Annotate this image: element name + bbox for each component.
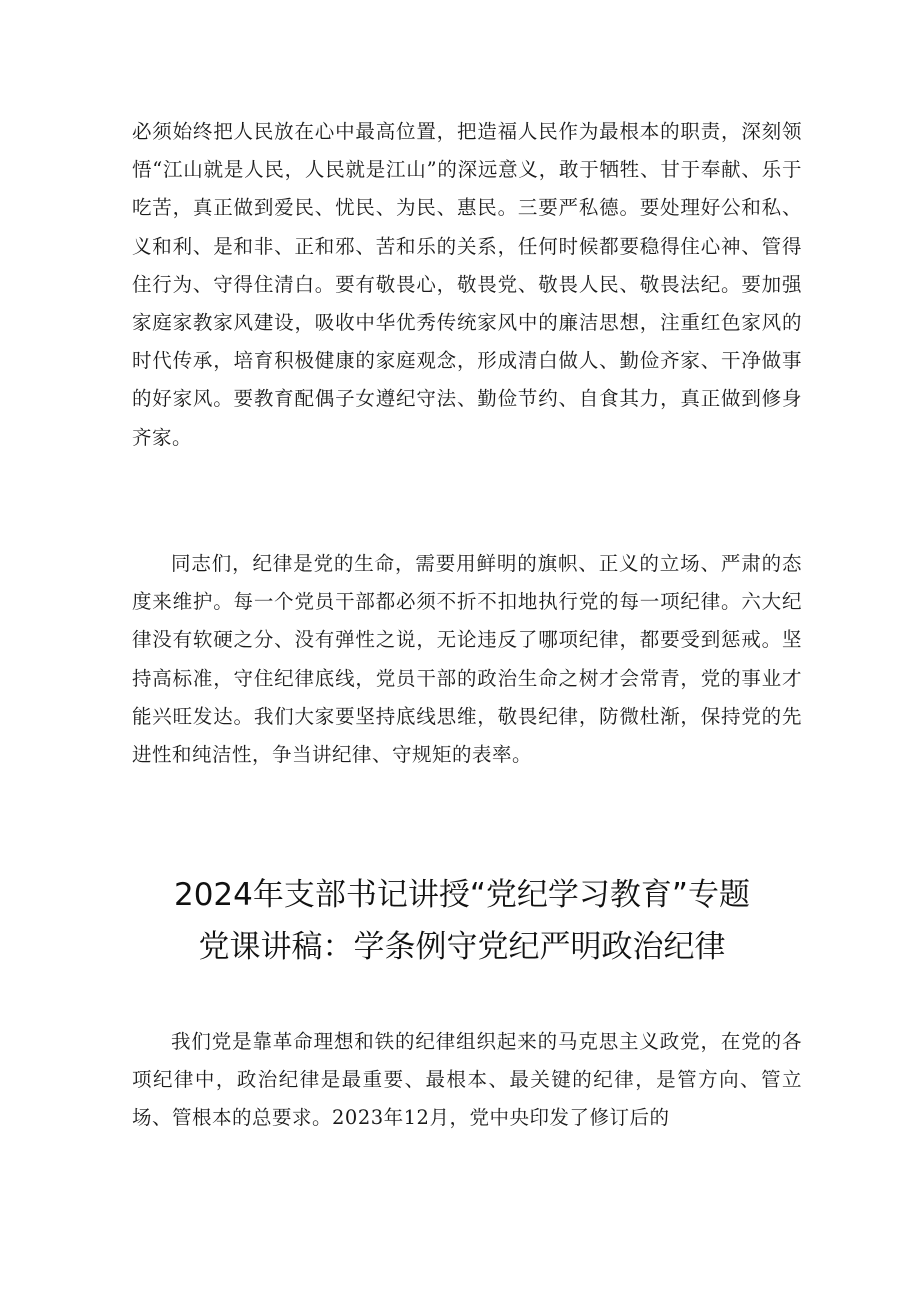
section-title-line-1: 2024年支部书记讲授“党纪学习教育”专题 <box>173 877 750 913</box>
section-title <box>112 869 812 973</box>
body-paragraph-continued: 必须始终把人民放在心中最高位置，把造福人民作为最根本的职责，深刻领悟“江山就是人民，人民就是江山”的深远意义，敢于牺牲、甘于奉献、乐于吃苦，真正做到爱民、忧民、为民、惠民。三要严私德。要处理好公和私、义和利、是和非、正和邪、苦和乐的关系，任何时候都要稳得住心神、管得住行为、守得住清白。要有敬畏心，敬畏党、敬畏人民、敬畏法纪。要加强家庭家教家风建设，吸收中华优秀传统家风中的廉洁思想，注重红色家风的时代传承，培育积极健康的家庭观念，形成清白做人、勤俭齐家、干净做事的好家风。要教育配偶子女遵纪守法、勤俭节约、自食其力，真正做到修身齐家。 <box>132 120 802 449</box>
body-paragraph-intro: 我们党是靠革命理想和铁的纪律组织起来的马克思主义政党，在党的各项纪律中，政治纪律是最重要、最根本、最关键的纪律，是管方向、管立场、管根本的总要求。2023年12月，党中央印发了修订后的 <box>132 1030 802 1130</box>
body-paragraph-comrades: 同志们，纪律是党的生命，需要用鲜明的旗帜、正义的立场、严肃的态度来维护。每一个党员干部都必须不折不扣地执行党的每一项纪律。六大纪律没有软硬之分、没有弹性之说，无论违反了哪项纪律，都要受到惩戒。坚持高标准，守住纪律底线，党员干部的政治生命之树才会常青，党的事业才能兴旺发达。我们大家要坚持底线思维，敬畏纪律，防微杜渐，保持党的先进性和纯洁性，争当讲纪律、守规矩的表率。 <box>132 552 802 767</box>
section-title-line-2: 党课讲稿：学条例守党纪严明政治纪律 <box>198 929 726 965</box>
